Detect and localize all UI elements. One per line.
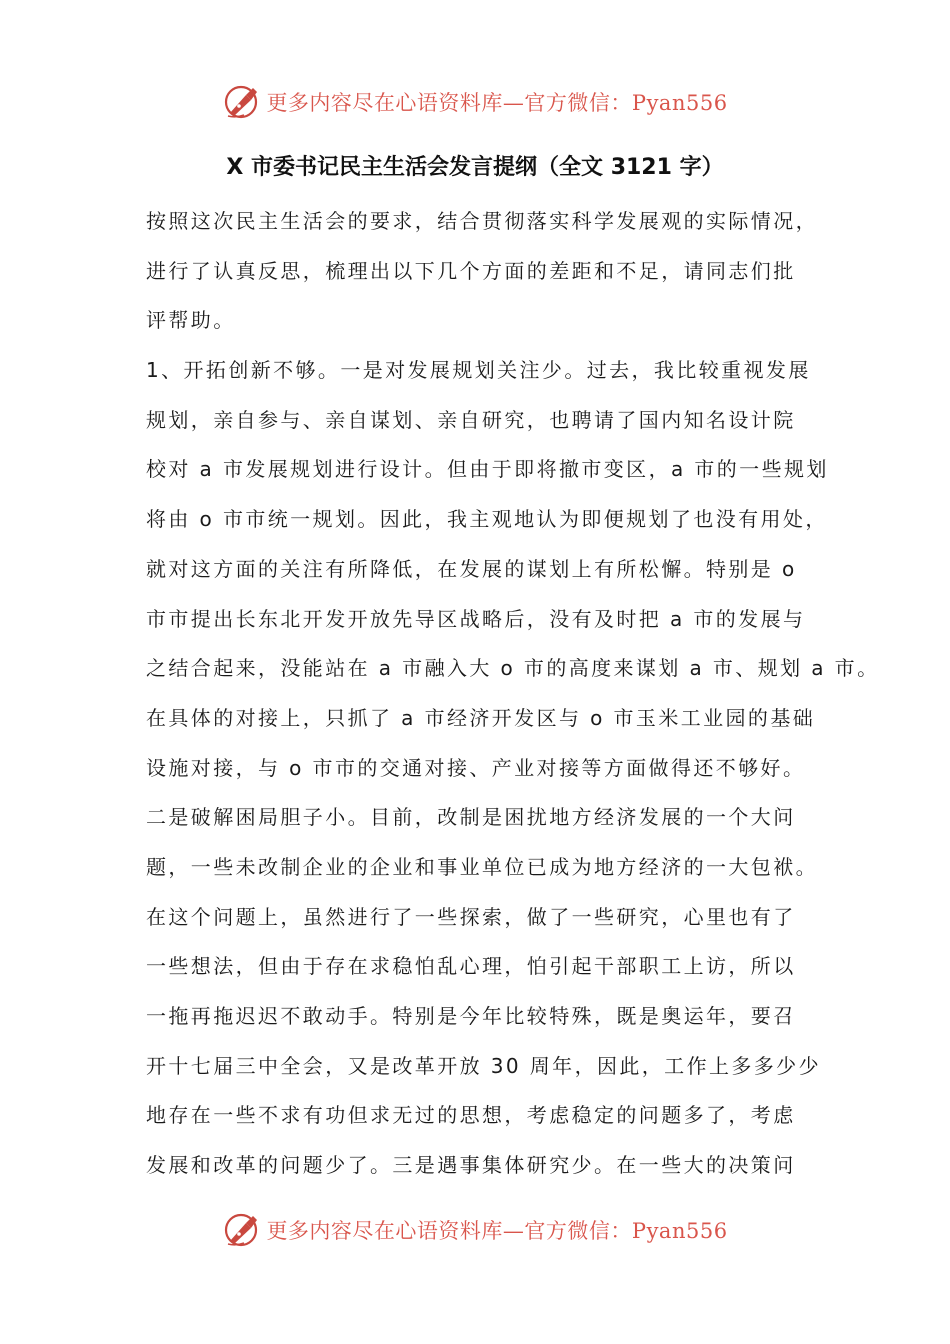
body-line: 进行了认真反思，梳理出以下几个方面的差距和不足，请同志们批 <box>146 258 796 283</box>
footer-banner <box>0 1208 950 1252</box>
footer-banner-text: 更多内容尽在心语资料库—官方微信：Pyan556 <box>266 1219 728 1243</box>
body-line: 规划，亲自参与、亲自谋划、亲自研究，也聘请了国内知名设计院 <box>146 407 796 432</box>
body-line: 将由 o 市市统一规划。因此，我主观地认为即便规划了也没有用处， <box>146 507 828 532</box>
body-line: 就对这方面的关注有所降低，在发展的谋划上有所松懈。特别是 o <box>146 556 797 581</box>
header-banner-text: 更多内容尽在心语资料库—官方微信：Pyan556 <box>266 91 728 115</box>
body-line: 1、开拓创新不够。一是对发展规划关注少。过去，我比较重视发展 <box>146 358 811 383</box>
body-line: 在具体的对接上，只抓了 a 市经济开发区与 o 市玉米工业园的基础 <box>146 705 816 730</box>
body-line: 发展和改革的问题少了。三是遇事集体研究少。在一些大的决策问 <box>146 1153 796 1178</box>
body-line: 一拖再拖迟迟不敢动手。特别是今年比较特殊，既是奥运年，要召 <box>146 1004 796 1028</box>
body-line: 按照这次民主生活会的要求，结合贯彻落实科学发展观的实际情况， <box>146 209 818 233</box>
body-line: 地存在一些不求有功但求无过的思想，考虑稳定的问题多了，考虑 <box>146 1103 796 1128</box>
body-line: 评帮助。 <box>146 308 236 333</box>
body-line: 市市提出长东北开发开放先导区战略后，没有及时把 a 市的发展与 <box>146 606 806 631</box>
body-line: 在这个问题上，虽然进行了一些探索，做了一些研究，心里也有了 <box>146 904 796 929</box>
body-line: 题，一些未改制企业的企业和事业单位已成为地方经济的一大包袱。 <box>146 854 818 879</box>
body-line: 之结合起来，没能站在 a 市融入大 o 市的高度来谋划 a 市、规划 a 市。 <box>146 656 880 681</box>
pen-nib-logo-icon <box>222 1210 262 1250</box>
body-line: 开十七届三中全会，又是改革开放 30 周年，因此，工作上多多少少 <box>146 1053 821 1078</box>
header-banner <box>0 80 950 124</box>
body-line: 设施对接，与 o 市市的交通对接、产业对接等方面做得还不够好。 <box>146 755 806 780</box>
body-line: 一些想法，但由于存在求稳怕乱心理，怕引起干部职工上访，所以 <box>146 954 796 979</box>
pen-nib-logo-icon <box>222 82 262 122</box>
document-body <box>146 197 880 1191</box>
document-title: X 市委书记民主生活会发言提纲（全文 3121 字） <box>226 155 724 180</box>
body-line: 校对 a 市发展规划进行设计。但由于即将撤市变区，a 市的一些规划 <box>146 457 829 482</box>
body-line: 二是破解困局胆子小。目前，改制是困扰地方经济发展的一个大问 <box>146 805 796 830</box>
